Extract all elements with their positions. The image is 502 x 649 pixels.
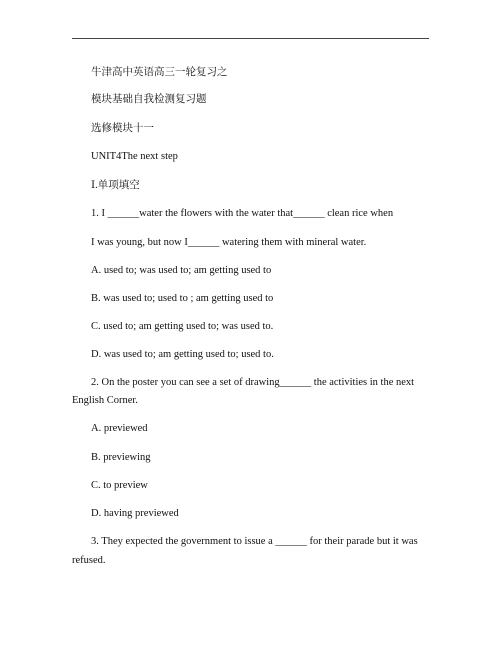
question-2-option-b: B. previewing (91, 452, 151, 463)
question-2-stem-line-1: 2. On the poster you can see a set of drawing______ the activities in the next (91, 377, 415, 388)
question-2-stem-line-2: English Corner. (72, 395, 138, 406)
question-2-option-d: D. having previewed (91, 508, 179, 519)
question-1-stem-line-1: 1. I ______water the flowers with the water that______ clean rice when (91, 208, 394, 219)
question-1-option-c: C. used to; am getting used to; was used to. (91, 321, 274, 332)
question-3-stem-line-2: refused. (72, 555, 106, 566)
question-2-option-c: C. to preview (91, 480, 148, 491)
question-2-option-a: A. previewed (91, 423, 148, 434)
question-3-stem-line-1: 3. They expected the government to issue a ______ for their parade but it was (91, 536, 418, 547)
question-1-stem-line-2: I was young, but now I______ watering them with mineral water. (91, 237, 367, 248)
title-line-2: 模块基础自我检测复习题 (91, 94, 207, 105)
title-line-3: 选修模块十一 (91, 123, 154, 134)
title-line-1: 牛津高中英语高三一轮复习之 (91, 67, 228, 78)
header-rule (72, 38, 429, 39)
question-1-option-b: B. was used to; used to ; am getting used to (91, 293, 274, 304)
section-heading: Ⅰ.单项填空 (91, 180, 140, 191)
question-1-option-a: A. used to; was used to; am getting used to (91, 265, 272, 276)
question-1-option-d: D. was used to; am getting used to; used to. (91, 349, 274, 360)
unit-title: UNIT4The next step (91, 151, 178, 162)
